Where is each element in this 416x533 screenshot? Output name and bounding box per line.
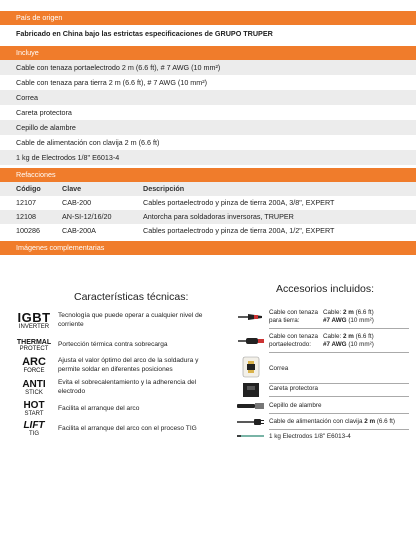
divider (269, 328, 409, 329)
accessory-label (269, 333, 318, 349)
cell-codigo: 100286 (16, 226, 40, 235)
electrode-holder-icon (236, 335, 266, 347)
feature-text: Facilita el arranque del arco (58, 404, 140, 412)
spares-section (0, 168, 416, 238)
images-header: Imágenes complementarias (0, 241, 416, 255)
logo-main: LIFT (23, 420, 45, 431)
label-line: Cable con tenaza (269, 333, 319, 340)
table-row (0, 210, 416, 224)
feature-hot (14, 401, 214, 417)
logo-sub: STICK (25, 389, 43, 396)
accessory-spec (323, 333, 374, 349)
includes-item: Cable con tenaza para tierra 2 m (6.6 ft), # 7 AWG (10 mm²) (16, 78, 208, 87)
ground-clamp-icon (236, 311, 266, 323)
cell-codigo: 12108 (16, 212, 36, 221)
spec-length: 2 m (364, 418, 376, 425)
spec-length-ft: (6.6 ft) (376, 418, 396, 425)
feature-text: Evita el sobrecalentamiento y la adherencia del electrodo (58, 379, 197, 395)
spec-mm: (10 mm²) (348, 316, 374, 324)
feature-lift (14, 421, 214, 437)
logo-sub: FORCE (23, 368, 45, 375)
origin-text: Fabricado en China bajo las estrictas especificaciones de GRUPO TRUPER (16, 29, 273, 38)
includes-item: 1 kg de Electrodos 1/8" E6013-4 (0, 150, 416, 165)
divider (269, 352, 409, 353)
spares-header: Refacciones (0, 168, 416, 182)
feature-text: Portección térmica contra sobrecarga (58, 341, 168, 349)
lift-tig-logo-icon (14, 421, 54, 437)
spec-awg: #7 AWG (323, 316, 347, 324)
includes-item: Cable de alimentación con clavija 2 m (6.6 ft) (16, 138, 160, 147)
feature-anti (14, 379, 214, 397)
strap-icon (236, 355, 266, 379)
table-row (0, 224, 416, 238)
wire-brush-icon (236, 401, 266, 411)
logo-sub: START (24, 411, 44, 417)
accessory-label (269, 418, 416, 426)
logo-sub: PROTECT (19, 346, 49, 352)
label-line: para tierra: (269, 316, 300, 324)
cell-clave: AN-SI-12/16/20 (62, 212, 112, 221)
col-descripcion: Descripción (143, 184, 185, 193)
logo-main: ARC (22, 356, 46, 369)
logo-sub: INVERTER (18, 324, 50, 330)
hot-start-logo-icon (14, 401, 54, 417)
anti-stick-logo-icon (14, 380, 54, 396)
accessory-spec (323, 309, 374, 325)
label-text: Cable de alimentación con clavija (269, 418, 363, 425)
logo-sub: TIG (29, 431, 39, 437)
accessory-label: Correa (269, 365, 289, 372)
label-line: portaelectrodo: (269, 340, 312, 348)
origin-header: País de origen (0, 11, 416, 25)
logo-main: THERMAL (16, 339, 52, 346)
spec-mm: (10 mm²) (348, 340, 374, 348)
spec-length: 2 m (342, 309, 354, 316)
cell-descripcion: Cables portaelectrodo y pinza de tierra 200A, 1/2", EXPERT (143, 226, 335, 235)
power-plug-icon (236, 417, 266, 427)
cell-descripcion: Cables portaelectrodo y pinza de tierra 200A, 3/8", EXPERT (143, 198, 335, 207)
accessory-label (269, 309, 318, 325)
feature-arc (14, 357, 214, 375)
logo-main: ANTI (22, 378, 46, 390)
cell-descripcion: Antorcha para soldadoras inversoras, TRUPER (143, 212, 294, 221)
label-line: Cable con tenaza (269, 309, 319, 316)
cell-clave: CAB-200 (62, 198, 92, 207)
includes-item: Correa (0, 90, 416, 105)
cell-codigo: 12107 (16, 198, 36, 207)
spares-table-header (0, 182, 416, 196)
electrode-rod-icon (236, 433, 266, 439)
features-title: Características técnicas: (74, 291, 189, 303)
divider (269, 429, 409, 430)
includes-section (0, 46, 416, 165)
spec-awg: #7 AWG (323, 340, 347, 348)
feature-thermal (14, 339, 214, 352)
divider (269, 396, 409, 397)
feature-igbt (14, 311, 214, 330)
spec-length: 2 m (342, 333, 354, 340)
col-clave: Clave (62, 184, 82, 193)
includes-item: Careta protectora (16, 108, 72, 117)
welding-helmet-icon (236, 381, 266, 399)
col-codigo: Código (16, 184, 41, 193)
spec-length-ft: (6.6 ft) (355, 333, 374, 340)
feature-text: Ajusta el valor óptimo del arco de la soldadura y permite soldar en diferentes posiciones (58, 357, 199, 373)
includes-header: Incluye (0, 46, 416, 60)
igbt-logo-icon (14, 311, 54, 330)
spec-length-ft: (6.6 ft) (355, 309, 374, 316)
feature-text: Tecnología que puede operar a cualquier nivel de corriente (58, 311, 203, 328)
logo-main: IGBT (17, 310, 51, 325)
divider (269, 383, 409, 384)
origin-section (0, 11, 416, 43)
accessories-title: Accesorios incluidos: (276, 283, 375, 295)
table-row (0, 196, 416, 210)
feature-text: Facilita el arranque del arco con el proceso TIG (58, 424, 197, 432)
accessory-label: 1 kg Electrodos 1/8" E6013-4 (269, 433, 351, 440)
logo-main: HOT (23, 400, 45, 411)
includes-item: Cepillo de alambre (0, 120, 416, 135)
spec-cable: Cable: (323, 309, 342, 316)
divider (269, 413, 409, 414)
accessory-label: Careta protectora (269, 385, 319, 392)
includes-item: Cable con tenaza portaelectrodo 2 m (6.6 ft), # 7 AWG (10 mm²) (0, 60, 416, 75)
cell-clave: CAB-200A (62, 226, 96, 235)
accessory-label: Cepillo de alambre (269, 402, 322, 409)
arc-force-logo-icon (14, 357, 54, 374)
thermal-logo-icon (14, 339, 54, 352)
spec-cable: Cable: (323, 333, 342, 340)
